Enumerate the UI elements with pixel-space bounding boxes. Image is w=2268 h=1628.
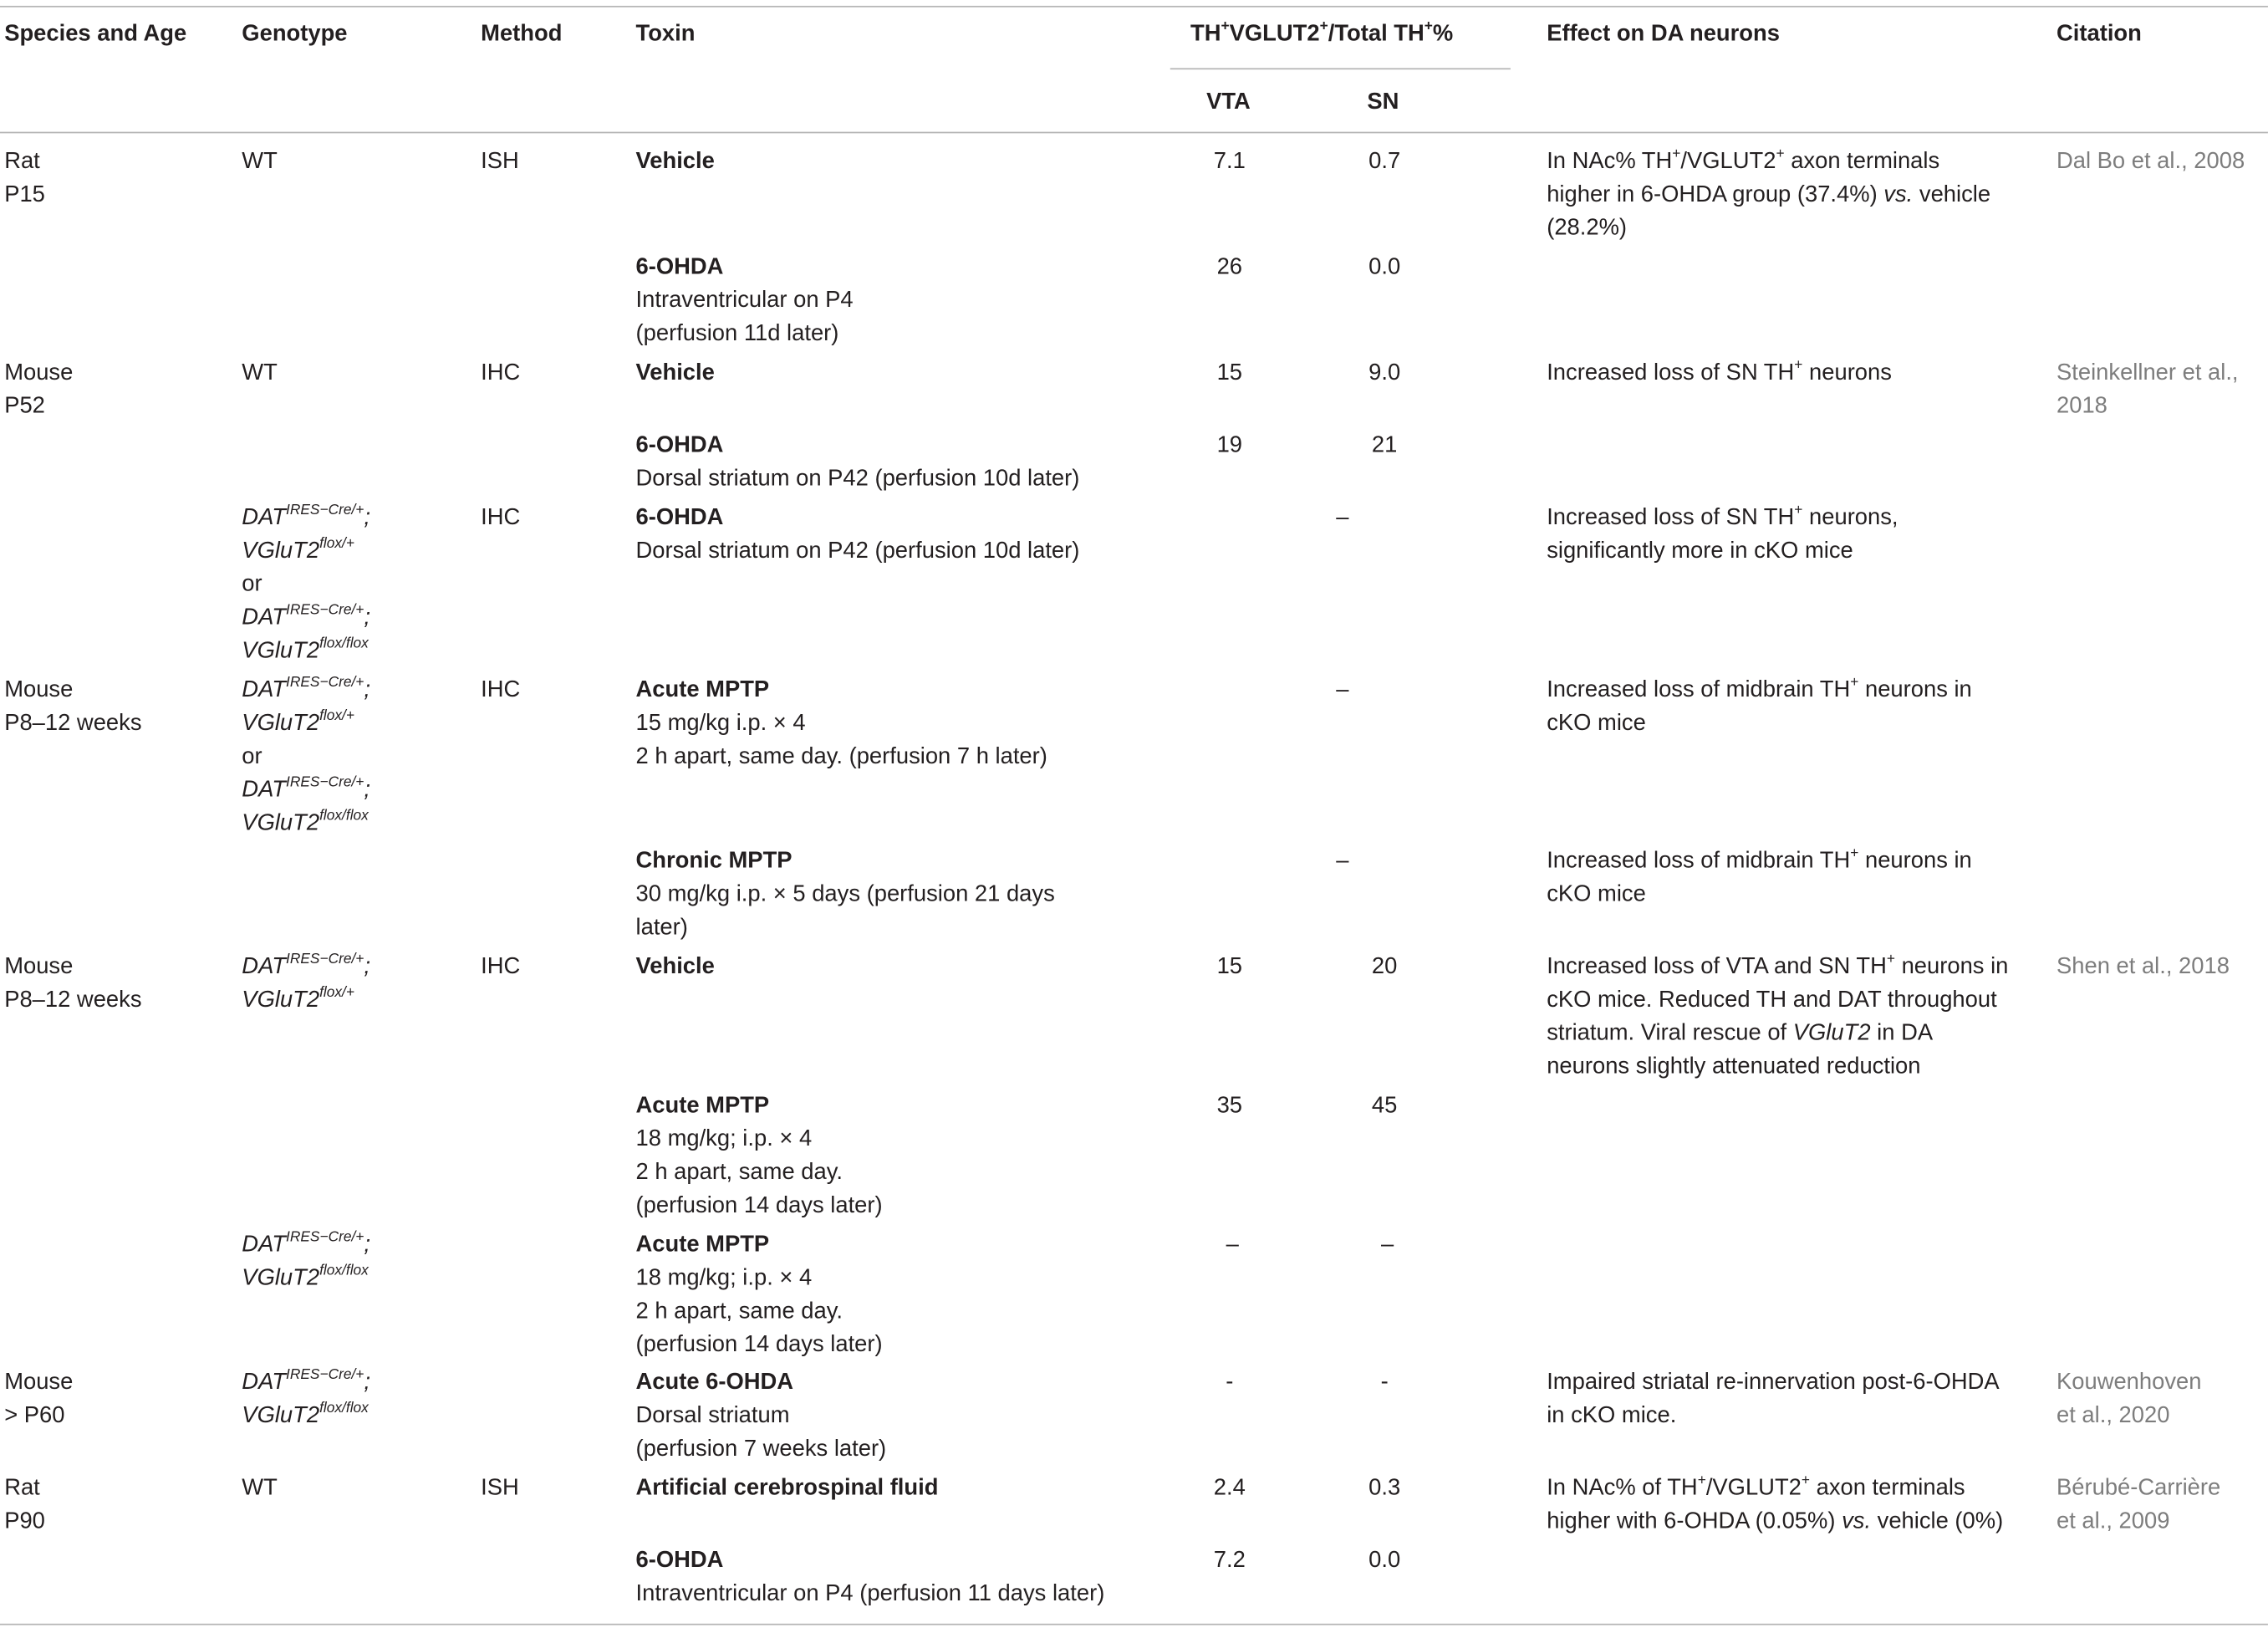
table-top-rule: [0, 6, 2268, 8]
header-ratio-vglut2: VGLUT2: [1229, 21, 1320, 47]
genotype-flox-sup: flox/+: [319, 535, 355, 552]
table-row-toxin: [636, 845, 1055, 945]
table-row-effect: [1547, 950, 2008, 1083]
toxin-detail: Intraventricular on P4 (perfusion 11 days later): [635, 1581, 1105, 1607]
table-row-genotype: [242, 673, 370, 840]
table-row-method: IHC: [481, 505, 521, 530]
toxin-name: 6-OHDA: [635, 1548, 724, 1574]
genotype-or: or: [242, 572, 262, 597]
genotype-vglut2: VGluT2: [242, 638, 320, 664]
table-row-effect: [1547, 1472, 2003, 1539]
table-row-vta: –: [1226, 1232, 1239, 1258]
table-row-vta: 7.1: [1213, 149, 1246, 174]
table-row-genotype: WT: [242, 360, 278, 385]
header-bottom-rule: [0, 132, 2268, 134]
genotype-flox-sup: flox/flox: [319, 808, 369, 824]
genotype-semicolon: ;: [364, 1370, 371, 1396]
table-row-toxin: Vehicle: [635, 360, 715, 385]
header-method: Method: [481, 21, 563, 47]
plus-sup: +: [1319, 18, 1328, 35]
effect-text: neurons: [1802, 360, 1892, 385]
effect-text: vehicle: [1913, 182, 1991, 207]
species-age: P90: [4, 1508, 45, 1534]
species-name: Rat: [4, 149, 40, 174]
table-row-sn: 21: [1371, 432, 1398, 458]
citation-text: 2018: [2056, 394, 2107, 419]
toxin-name: Acute MPTP: [635, 677, 770, 703]
table-bottom-rule: [0, 1624, 2268, 1625]
toxin-name: 6-OHDA: [635, 505, 724, 530]
header-ratio-percent: %: [1432, 21, 1454, 47]
genotype-semicolon: ;: [364, 954, 371, 979]
effect-text: Increased loss of SN TH: [1547, 505, 1795, 530]
header-toxin: Toxin: [635, 21, 696, 47]
effect-text: vehicle (0%): [1871, 1508, 2004, 1534]
effect-text: In NAc% TH: [1547, 149, 1673, 174]
effect-text: Increased loss of midbrain TH: [1547, 677, 1851, 703]
effect-text: in cKO mice.: [1547, 1403, 1677, 1428]
plus-sup: +: [1794, 503, 1803, 519]
effect-text: neurons in: [1858, 677, 1972, 703]
table-row-toxin: [636, 1544, 1105, 1611]
toxin-detail: Dorsal striatum: [635, 1403, 790, 1428]
genotype-ires-sup: IRES−Cre/+: [286, 952, 364, 968]
toxin-name: Acute MPTP: [635, 1232, 770, 1258]
genotype-flox-sup: flox/flox: [319, 1263, 369, 1279]
table-row-sn: -: [1380, 1370, 1389, 1396]
table-row-species: [4, 145, 45, 212]
species-age: P8–12 weeks: [4, 988, 142, 1013]
table-row-effect: [1547, 356, 1892, 390]
toxin-name: Acute 6-OHDA: [635, 1370, 794, 1396]
effect-text: in DA: [1870, 1021, 1934, 1046]
table-row-species: [4, 1365, 73, 1432]
genotype-dat: DAT: [242, 505, 287, 530]
table-row-species: [4, 356, 73, 423]
citation-text: Steinkellner et al.,: [2056, 360, 2239, 385]
table-row-sn: 0.7: [1368, 149, 1401, 174]
toxin-detail: Dorsal striatum on P42 (perfusion 10d later): [635, 538, 1080, 564]
table-row-species: [4, 950, 141, 1017]
table-row-effect: [1547, 145, 1990, 245]
effect-text: In NAc% of TH: [1547, 1476, 1698, 1501]
table-row-dash: –: [1336, 677, 1349, 703]
effect-text: axon terminals: [1784, 149, 1940, 174]
table-row-toxin: [636, 1090, 883, 1222]
effect-text: neurons in: [1858, 849, 1972, 874]
table-row-toxin: [636, 1228, 883, 1361]
table-row-genotype: WT: [242, 1476, 278, 1501]
effect-vs: vs.: [1883, 182, 1914, 207]
toxin-detail: 30 mg/kg i.p. × 5 days (perfusion 21 days: [635, 881, 1055, 907]
table-row-vta: 35: [1216, 1093, 1243, 1119]
table-row-genotype: [242, 1228, 370, 1295]
species-name: Mouse: [4, 1370, 74, 1396]
table-row-vta: 26: [1216, 254, 1243, 280]
genotype-semicolon: ;: [364, 505, 371, 530]
species-age: P8–12 weeks: [4, 711, 142, 736]
species-name: Rat: [4, 1476, 40, 1501]
effect-gene: VGluT2: [1792, 1021, 1871, 1046]
table-row-method: IHC: [481, 677, 521, 703]
toxin-detail: 15 mg/kg i.p. × 4: [635, 711, 806, 736]
toxin-detail: later): [635, 915, 688, 941]
species-name: Mouse: [4, 360, 74, 385]
header-sn: SN: [1367, 89, 1399, 115]
plus-sup: +: [1424, 18, 1433, 35]
effect-text: (28.2%): [1547, 216, 1628, 241]
header-citation: Citation: [2056, 21, 2142, 47]
table-row-method: IHC: [481, 954, 521, 979]
table-row-dash: –: [1336, 849, 1349, 874]
table-row-toxin: Vehicle: [635, 954, 715, 979]
table-row-sn: 9.0: [1368, 360, 1401, 385]
table-row-citation: [2056, 1365, 2201, 1432]
species-age: > P60: [4, 1403, 65, 1428]
table-row-toxin: [636, 429, 1080, 496]
effect-text: higher in 6-OHDA group (37.4%): [1547, 182, 1884, 207]
plus-sup: +: [1850, 675, 1859, 692]
citation-text: Bérubé-Carrière: [2056, 1476, 2221, 1501]
ratio-header-rule: [1170, 68, 1511, 69]
citation-text: et al., 2009: [2056, 1508, 2170, 1534]
toxin-detail: 2 h apart, same day.: [635, 1299, 843, 1324]
table-row-sn: 20: [1371, 954, 1398, 979]
genotype-flox-sup: flox/+: [319, 984, 355, 1001]
table-row-toxin: [636, 1365, 887, 1466]
toxin-detail: (perfusion 14 days later): [635, 1332, 883, 1358]
table-row-dash: –: [1336, 505, 1349, 530]
table-row-toxin: [636, 673, 1047, 773]
genotype-vglut2: VGluT2: [242, 1403, 320, 1428]
effect-vs: vs.: [1842, 1508, 1872, 1534]
genotype-semicolon: ;: [364, 605, 371, 630]
genotype-ires-sup: IRES−Cre/+: [286, 774, 364, 791]
toxin-detail: (perfusion 11d later): [635, 321, 839, 346]
genotype-semicolon: ;: [364, 778, 371, 803]
plus-sup: +: [1697, 1472, 1706, 1489]
table-row-sn: 0.0: [1368, 1548, 1401, 1574]
genotype-dat: DAT: [242, 778, 287, 803]
toxin-detail: 18 mg/kg; i.p. × 4: [635, 1126, 813, 1152]
table-row-vta: 19: [1216, 432, 1243, 458]
plus-sup: +: [1776, 145, 1785, 163]
genotype-dat: DAT: [242, 605, 287, 630]
table-row-genotype: [242, 950, 370, 1017]
header-genotype: Genotype: [242, 21, 348, 47]
table-row-vta: 7.2: [1213, 1548, 1246, 1574]
toxin-detail: Dorsal striatum on P42 (perfusion 10d later): [635, 466, 1080, 492]
plus-sup: +: [1794, 357, 1803, 374]
effect-text: neurons slightly attenuated reduction: [1547, 1054, 1921, 1079]
genotype-semicolon: ;: [364, 677, 371, 703]
plus-sup: +: [1850, 845, 1859, 862]
effect-text: neurons in: [1894, 954, 2009, 979]
citation-text: et al., 2020: [2056, 1403, 2170, 1428]
species-name: Mouse: [4, 954, 74, 979]
toxin-name: 6-OHDA: [635, 254, 724, 280]
table-row-sn: 0.3: [1368, 1476, 1401, 1501]
effect-text: /VGLUT2: [1680, 149, 1776, 174]
table-row-method: ISH: [481, 149, 519, 174]
header-vta: VTA: [1206, 89, 1251, 115]
header-ratio-total: /Total TH: [1328, 21, 1425, 47]
effect-text: /VGLUT2: [1705, 1476, 1802, 1501]
toxin-detail: (perfusion 14 days later): [635, 1193, 883, 1218]
table-row-citation: [2056, 1472, 2220, 1539]
genotype-flox-sup: flox/flox: [319, 1401, 369, 1417]
effect-text: Increased loss of VTA and SN TH: [1547, 954, 1887, 979]
effect-text: Increased loss of SN TH: [1547, 360, 1795, 385]
genotype-ires-sup: IRES−Cre/+: [286, 675, 364, 692]
genotype-ires-sup: IRES−Cre/+: [286, 1229, 364, 1246]
table-row-genotype: WT: [242, 149, 278, 174]
effect-text: cKO mice: [1547, 881, 1646, 907]
effect-text: Impaired striatal re-innervation post-6-OHDA: [1547, 1370, 2000, 1396]
plus-sup: +: [1672, 145, 1681, 163]
table-row-citation: Shen et al., 2018: [2056, 954, 2230, 979]
genotype-flox-sup: flox/flox: [319, 635, 369, 652]
table-row-sn: 0.0: [1368, 254, 1401, 280]
effect-text: axon terminals: [1810, 1476, 1965, 1501]
citation-text: Kouwenhoven: [2056, 1370, 2202, 1396]
effect-text: Increased loss of midbrain TH: [1547, 849, 1851, 874]
header-ratio: [1190, 18, 1453, 51]
table-row-sn: 45: [1371, 1093, 1398, 1119]
table-row-citation: [2056, 356, 2239, 423]
species-name: Mouse: [4, 677, 74, 703]
effect-text: neurons,: [1802, 505, 1898, 530]
table-row-method: ISH: [481, 1476, 519, 1501]
table-row-vta: -: [1226, 1370, 1234, 1396]
effect-text: higher with 6-OHDA (0.05%): [1547, 1508, 1842, 1534]
genotype-ires-sup: IRES−Cre/+: [286, 602, 364, 619]
table-row-genotype: [242, 1365, 370, 1432]
toxin-detail: 18 mg/kg; i.p. × 4: [635, 1265, 813, 1291]
table-row-sn: –: [1381, 1232, 1394, 1258]
effect-text: striatum. Viral rescue of: [1547, 1021, 1793, 1046]
toxin-detail: 2 h apart, same day. (perfusion 7 h later): [635, 744, 1047, 769]
header-effect: Effect on DA neurons: [1547, 21, 1780, 47]
effect-text: significantly more in cKO mice: [1547, 538, 1853, 564]
plus-sup: +: [1221, 18, 1230, 35]
toxin-name: 6-OHDA: [635, 432, 724, 458]
genotype-dat: DAT: [242, 1370, 287, 1396]
effect-text: cKO mice: [1547, 711, 1646, 736]
species-age: P15: [4, 182, 45, 207]
genotype-vglut2: VGluT2: [242, 711, 320, 736]
genotype-vglut2: VGluT2: [242, 1265, 320, 1291]
genotype-vglut2: VGluT2: [242, 811, 320, 836]
table-row-effect: [1547, 1365, 1999, 1432]
species-age: P52: [4, 394, 45, 419]
effect-text: cKO mice. Reduced TH and DAT throughout: [1547, 988, 1997, 1013]
plus-sup: +: [1801, 1472, 1811, 1489]
table-row-genotype: [242, 501, 370, 667]
table-row-effect: [1547, 673, 1972, 740]
table-row-vta: 15: [1216, 954, 1243, 979]
genotype-semicolon: ;: [364, 1232, 371, 1258]
table-row-method: IHC: [481, 360, 521, 385]
genotype-ires-sup: IRES−Cre/+: [286, 1367, 364, 1384]
table-row-vta: 15: [1216, 360, 1243, 385]
genotype-vglut2: VGluT2: [242, 538, 320, 564]
toxin-name: Chronic MPTP: [635, 849, 793, 874]
table-row-citation: Dal Bo et al., 2008: [2056, 149, 2245, 174]
genotype-dat: DAT: [242, 677, 287, 703]
table-row-toxin: [636, 251, 854, 351]
header-ratio-th: TH: [1190, 21, 1221, 47]
header-species: Species and Age: [4, 21, 187, 47]
plus-sup: +: [1886, 952, 1895, 968]
genotype-dat: DAT: [242, 954, 287, 979]
toxin-detail: Intraventricular on P4: [635, 288, 854, 314]
genotype-or: or: [242, 744, 262, 769]
table-row-species: [4, 1472, 45, 1539]
table-row-vta: 2.4: [1213, 1476, 1246, 1501]
table-row-toxin: Artificial cerebrospinal fluid: [635, 1476, 939, 1501]
toxin-detail: (perfusion 7 weeks later): [635, 1437, 887, 1462]
toxin-detail: 2 h apart, same day.: [635, 1160, 843, 1185]
table-row-species: [4, 673, 141, 740]
table-row-toxin: Vehicle: [635, 149, 715, 174]
genotype-vglut2: VGluT2: [242, 988, 320, 1013]
genotype-flox-sup: flox/+: [319, 708, 355, 725]
table-row-effect: [1547, 501, 1898, 568]
table-row-toxin: [636, 501, 1080, 568]
table-row-effect: [1547, 845, 1972, 911]
genotype-ires-sup: IRES−Cre/+: [286, 503, 364, 519]
toxin-name: Acute MPTP: [635, 1093, 770, 1119]
genotype-dat: DAT: [242, 1232, 287, 1258]
